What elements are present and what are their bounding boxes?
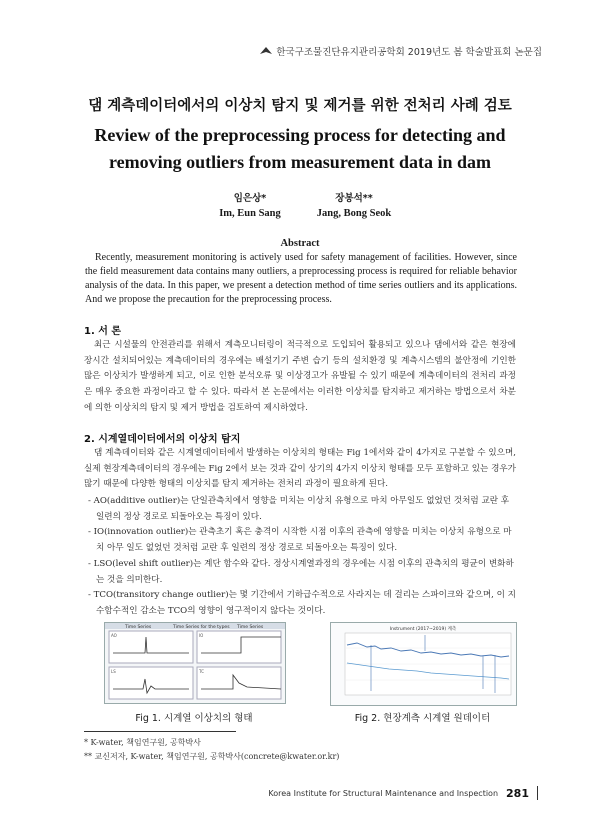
footer-divider (537, 786, 538, 800)
author-2 (294, 190, 414, 219)
fig1-label-tc: TC (199, 669, 205, 674)
fig2-chart-title: Instrument (2017~2019) 계측 (389, 627, 457, 632)
section-1-text: 최근 시설물의 안전관리를 위해서 계측모니터링이 적극적으로 도입되어 활용되고 있으나 댐에서와 같은 현장에 장시간 설치되어있는 계측데이터의 경우에는 배설기기 주변 습기 등의 설치환경 및 계측시스템의 불안정에 기인한 많은 이상치가 발생하게 되고, 이로 인한 분석오류 및 이상경고가 유발될 수 있기 때문에 계측데이터의 전처리 과정은 매우 중요한 과정이라고 할 수 있다. 따라서 본 논문에서는 이러한 이상치를 탐지하고 제거하는 방법으로서 차분에 의한 이상치의 탐지 및 제거 방법을 검토하여 제시하였다. (84, 340, 516, 413)
author-1-korean: 임은상* (233, 193, 267, 204)
footnote-divider (84, 731, 236, 732)
author-1-english: Im, Eun Sang (219, 208, 281, 219)
outlier-types-plot (105, 623, 285, 703)
figure-1-image (104, 622, 286, 704)
footer-organization: Korea Institute for Structural Maintenance and Inspection (268, 788, 499, 798)
section-2-heading: 2. 시계열데이터에서의 이상치 탐지 (84, 434, 241, 445)
author-2-korean: 장봉석** (335, 193, 373, 204)
title-english: Review of the preprocessing process for detecting and removing outliers from measurement data in dam (94, 125, 506, 172)
section-1-heading: 1. 서 론 (84, 326, 122, 337)
section-2-text: 댐 계측데이터와 같은 시계열데이터에서 발생하는 이상치의 형태는 Fig 1에서와 같이 4가지로 구분할 수 있으며, 실제 현장계측데이터의 경우에는 Fig 2에서 보는 것과 같이 상기의 4가지 이상치 형태를 모두 포함하고 있는 경우가 많기 때문에 다양한 형태의 이상치를 탐지 제거하는 전처리 과정이 필요하게 된다. (84, 448, 516, 490)
figure-1-caption: Fig 1. 시계열 이상치의 형태 (135, 713, 253, 724)
figure-2-image (330, 622, 517, 706)
fig1-label-io: IO (199, 633, 204, 638)
list-item-io: - IO(innovation outlier)는 관측초기 혹은 충격이 시작한 시점 이후의 관측에 영향을 미치는 이상치 유형으로 마치 아무 일도 없었던 것처럼 교란 후 일련의 정상 경로로 되돌아오는 특징이 있다. (88, 527, 512, 554)
author-2-english: Jang, Bong Seok (316, 208, 392, 219)
footnote-2: ** 교신저자, K-water, 책임연구원, 공학박사(concrete@kwater.or.kr) (84, 752, 340, 761)
list-item-lso: - LSO(level shift outlier)는 계단 함수와 같다. 정상시계열과정의 경우에는 시점 이후의 관측치의 평균이 변화하는 것을 의미한다. (88, 558, 514, 585)
field-data-plot (331, 623, 516, 705)
list-item-ao: - AO(additive outlier)는 단일관측치에서 영향을 미치는 이상치 유형으로 마치 아무일도 없었던 것처럼 교란 후 일련의 정상 경로로 되돌아오는 특징이 있다. (88, 496, 510, 522)
title-korean: 댐 계측데이터에서의 이상치 탐지 및 제거를 위한 전처리 사례 검토 (88, 98, 512, 114)
page-footer (268, 786, 538, 800)
book-icon (260, 46, 272, 56)
list-item-tco: - TCO(transitory change outlier)는 몇 기간에서 기하급수적으로 사라지는 데 걸리는 스파이크와 같으며, 이 지수함수적인 감소는 TCO의 영향이 영구적이지 않다는 것이다. (88, 590, 516, 616)
running-header (260, 44, 542, 58)
figure-2-caption: Fig 2. 현장계측 시계열 원데이터 (354, 713, 491, 724)
abstract-text: Recently, measurement monitoring is actively used for safety management of facilities. However, since the field measurement data contains many outliers, a preprocessing process is required for reliable behavior analysis of the data. In this paper, we present a detection method of time series outliers and its applications. And we propose the precaution for the preprocessing process. (85, 252, 517, 305)
page-number: 281 (506, 786, 529, 800)
outlier-type-list (84, 494, 516, 620)
footnote-1: * K-water, 책임연구원, 공학박사 (84, 738, 201, 747)
fig1-panel-title-3: Time Series (237, 625, 264, 630)
conference-name: 한국구조물진단유지관리공학회 2019년도 봄 학술발표회 논문집 (276, 47, 542, 58)
abstract-heading: Abstract (280, 238, 320, 249)
fig1-label-ls: LS (111, 669, 116, 674)
fig1-panel-title-1: Time Series (125, 625, 152, 630)
fig1-label-ao: AO (111, 633, 117, 638)
author-1 (200, 190, 300, 219)
fig1-panel-title-2: Time Series for the types (173, 625, 230, 630)
